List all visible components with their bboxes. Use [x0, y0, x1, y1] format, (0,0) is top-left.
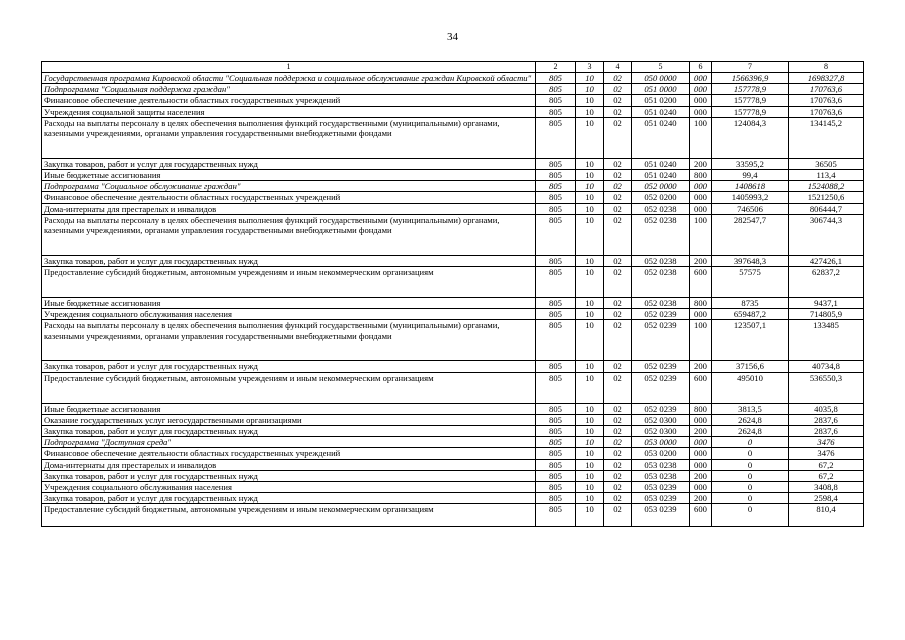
section-cell: 10	[576, 482, 604, 493]
table-row	[42, 192, 864, 203]
gov-code-cell: 805	[536, 482, 576, 493]
target-article-cell: 052 0239	[632, 361, 690, 372]
subsection-cell: 02	[604, 320, 632, 361]
gov-code-cell: 805	[536, 470, 576, 481]
table-row	[42, 203, 864, 214]
row-name-cell: Иные бюджетные ассигнования	[42, 298, 536, 309]
subsection-cell: 02	[604, 203, 632, 214]
expense-type-cell: 000	[690, 84, 712, 95]
amount-year1-cell: 123507,1	[712, 320, 789, 361]
section-cell: 10	[576, 267, 604, 298]
header-cell: 4	[604, 62, 632, 73]
table-row	[42, 214, 864, 255]
row-name-cell: Дома-интернаты для престарелых и инвалидов	[42, 459, 536, 470]
row-name-cell: Расходы на выплаты персоналу в целях обеспечения выполнения функций государственными (муниципальными) органами, казенными учреждениями, органами управления государственными внебюджетными фондами	[42, 117, 536, 158]
table-row	[42, 73, 864, 84]
subsection-cell: 02	[604, 170, 632, 181]
subsection-cell: 02	[604, 482, 632, 493]
target-article-cell: 052 0238	[632, 203, 690, 214]
table-row	[42, 170, 864, 181]
table-row	[42, 372, 864, 403]
table-row	[42, 470, 864, 481]
table-row	[42, 437, 864, 448]
amount-year1-cell: 0	[712, 448, 789, 459]
subsection-cell: 02	[604, 192, 632, 203]
amount-year2-cell: 62837,2	[789, 267, 864, 298]
subsection-cell: 02	[604, 470, 632, 481]
expense-type-cell: 000	[690, 459, 712, 470]
page-number: 34	[447, 31, 458, 43]
expense-type-cell: 000	[690, 448, 712, 459]
amount-year2-cell: 113,4	[789, 170, 864, 181]
section-cell: 10	[576, 192, 604, 203]
row-name-cell: Оказание государственных услуг негосударственными организациями	[42, 414, 536, 425]
gov-code-cell: 805	[536, 361, 576, 372]
table-row	[42, 482, 864, 493]
header-cell: 5	[632, 62, 690, 73]
gov-code-cell: 805	[536, 267, 576, 298]
expense-type-cell: 200	[690, 361, 712, 372]
gov-code-cell: 805	[536, 414, 576, 425]
amount-year1-cell: 746506	[712, 203, 789, 214]
target-article-cell: 053 0238	[632, 459, 690, 470]
amount-year1-cell: 37156,6	[712, 361, 789, 372]
gov-code-cell: 805	[536, 95, 576, 106]
amount-year1-cell: 0	[712, 493, 789, 504]
amount-year1-cell: 495010	[712, 372, 789, 403]
amount-year2-cell: 3408,8	[789, 482, 864, 493]
row-name-cell: Дома-интернаты для престарелых и инвалидов	[42, 203, 536, 214]
amount-year1-cell: 0	[712, 504, 789, 527]
section-cell: 10	[576, 181, 604, 192]
gov-code-cell: 805	[536, 298, 576, 309]
expense-type-cell: 100	[690, 117, 712, 158]
target-article-cell: 052 0200	[632, 192, 690, 203]
section-cell: 10	[576, 203, 604, 214]
expense-type-cell: 200	[690, 255, 712, 266]
target-article-cell: 052 0239	[632, 372, 690, 403]
header-cell: 2	[536, 62, 576, 73]
target-article-cell: 051 0240	[632, 170, 690, 181]
header-cell: 8	[789, 62, 864, 73]
amount-year2-cell: 536550,3	[789, 372, 864, 403]
amount-year2-cell: 714805,9	[789, 309, 864, 320]
amount-year2-cell: 427426,1	[789, 255, 864, 266]
row-name-cell: Закупка товаров, работ и услуг для государственных нужд	[42, 361, 536, 372]
amount-year2-cell: 133485	[789, 320, 864, 361]
subsection-cell: 02	[604, 106, 632, 117]
row-name-cell: Финансовое обеспечение деятельности областных государственных учреждений	[42, 448, 536, 459]
gov-code-cell: 805	[536, 309, 576, 320]
target-article-cell: 052 0239	[632, 309, 690, 320]
table-row	[42, 181, 864, 192]
table-body	[42, 73, 864, 527]
subsection-cell: 02	[604, 117, 632, 158]
row-name-cell: Финансовое обеспечение деятельности областных государственных учреждений	[42, 192, 536, 203]
subsection-cell: 02	[604, 426, 632, 437]
target-article-cell: 052 0239	[632, 403, 690, 414]
target-article-cell: 052 0238	[632, 298, 690, 309]
section-cell: 10	[576, 470, 604, 481]
expense-type-cell: 600	[690, 504, 712, 527]
target-article-cell: 053 0239	[632, 504, 690, 527]
target-article-cell: 052 0300	[632, 414, 690, 425]
section-cell: 10	[576, 95, 604, 106]
amount-year2-cell: 3476	[789, 448, 864, 459]
section-cell: 10	[576, 414, 604, 425]
row-name-cell: Закупка товаров, работ и услуг для государственных нужд	[42, 255, 536, 266]
row-name-cell: Иные бюджетные ассигнования	[42, 403, 536, 414]
gov-code-cell: 805	[536, 158, 576, 169]
section-cell: 10	[576, 309, 604, 320]
row-name-cell: Расходы на выплаты персоналу в целях обеспечения выполнения функций государственными (муниципальными) органами, казенными учреждениями, органами управления государственными внебюджетными фондами	[42, 214, 536, 255]
gov-code-cell: 805	[536, 448, 576, 459]
table-row	[42, 414, 864, 425]
section-cell: 10	[576, 459, 604, 470]
section-cell: 10	[576, 448, 604, 459]
gov-code-cell: 805	[536, 255, 576, 266]
target-article-cell: 053 0000	[632, 437, 690, 448]
target-article-cell: 052 0238	[632, 267, 690, 298]
amount-year1-cell: 1408618	[712, 181, 789, 192]
row-name-cell: Закупка товаров, работ и услуг для государственных нужд	[42, 158, 536, 169]
row-name-cell: Предоставление субсидий бюджетным, автономным учреждениям и иным некоммерческим организациям	[42, 267, 536, 298]
expense-type-cell: 000	[690, 203, 712, 214]
amount-year2-cell: 2837,6	[789, 426, 864, 437]
amount-year1-cell: 57575	[712, 267, 789, 298]
amount-year2-cell: 2598,4	[789, 493, 864, 504]
amount-year2-cell: 810,4	[789, 504, 864, 527]
target-article-cell: 052 0239	[632, 320, 690, 361]
gov-code-cell: 805	[536, 504, 576, 527]
target-article-cell: 052 0000	[632, 181, 690, 192]
subsection-cell: 02	[604, 372, 632, 403]
expense-type-cell: 000	[690, 106, 712, 117]
section-cell: 10	[576, 437, 604, 448]
gov-code-cell: 805	[536, 437, 576, 448]
subsection-cell: 02	[604, 267, 632, 298]
expense-type-cell: 000	[690, 192, 712, 203]
amount-year1-cell: 0	[712, 482, 789, 493]
gov-code-cell: 805	[536, 73, 576, 84]
gov-code-cell: 805	[536, 170, 576, 181]
section-cell: 10	[576, 170, 604, 181]
row-name-cell: Иные бюджетные ассигнования	[42, 170, 536, 181]
gov-code-cell: 805	[536, 372, 576, 403]
row-name-cell: Закупка товаров, работ и услуг для государственных нужд	[42, 470, 536, 481]
gov-code-cell: 805	[536, 493, 576, 504]
amount-year2-cell: 806444,7	[789, 203, 864, 214]
table-row	[42, 448, 864, 459]
expense-type-cell: 000	[690, 181, 712, 192]
target-article-cell: 053 0239	[632, 493, 690, 504]
amount-year1-cell: 8735	[712, 298, 789, 309]
gov-code-cell: 805	[536, 117, 576, 158]
expense-type-cell: 200	[690, 158, 712, 169]
subsection-cell: 02	[604, 361, 632, 372]
section-cell: 10	[576, 320, 604, 361]
section-cell: 10	[576, 84, 604, 95]
amount-year2-cell: 67,2	[789, 459, 864, 470]
section-cell: 10	[576, 504, 604, 527]
table-row	[42, 255, 864, 266]
expense-type-cell: 600	[690, 372, 712, 403]
expense-type-cell: 000	[690, 414, 712, 425]
section-cell: 10	[576, 214, 604, 255]
section-cell: 10	[576, 255, 604, 266]
subsection-cell: 02	[604, 403, 632, 414]
target-article-cell: 053 0239	[632, 482, 690, 493]
amount-year1-cell: 282547,7	[712, 214, 789, 255]
row-name-cell: Предоставление субсидий бюджетным, автономным учреждениям и иным некоммерческим организациям	[42, 504, 536, 527]
expense-type-cell: 800	[690, 298, 712, 309]
target-article-cell: 051 0240	[632, 117, 690, 158]
row-name-cell: Финансовое обеспечение деятельности областных государственных учреждений	[42, 95, 536, 106]
table-row	[42, 426, 864, 437]
gov-code-cell: 805	[536, 459, 576, 470]
target-article-cell: 051 0200	[632, 95, 690, 106]
section-cell: 10	[576, 106, 604, 117]
amount-year2-cell: 40734,8	[789, 361, 864, 372]
subsection-cell: 02	[604, 309, 632, 320]
subsection-cell: 02	[604, 414, 632, 425]
table-row	[42, 298, 864, 309]
target-article-cell: 051 0240	[632, 158, 690, 169]
amount-year1-cell: 397648,3	[712, 255, 789, 266]
amount-year1-cell: 1566396,9	[712, 73, 789, 84]
gov-code-cell: 805	[536, 214, 576, 255]
target-article-cell: 051 0000	[632, 84, 690, 95]
target-article-cell: 050 0000	[632, 73, 690, 84]
row-name-cell: Учреждения социального обслуживания населения	[42, 482, 536, 493]
amount-year2-cell: 4035,8	[789, 403, 864, 414]
row-name-cell: Закупка товаров, работ и услуг для государственных нужд	[42, 493, 536, 504]
target-article-cell: 053 0200	[632, 448, 690, 459]
subsection-cell: 02	[604, 493, 632, 504]
expense-type-cell: 000	[690, 95, 712, 106]
row-name-cell: Подпрограмма "Социальное обслуживание граждан"	[42, 181, 536, 192]
expense-type-cell: 800	[690, 170, 712, 181]
gov-code-cell: 805	[536, 403, 576, 414]
section-cell: 10	[576, 372, 604, 403]
amount-year1-cell: 157778,9	[712, 106, 789, 117]
table-row	[42, 403, 864, 414]
row-name-cell: Учреждения социальной защиты населения	[42, 106, 536, 117]
expense-type-cell: 200	[690, 426, 712, 437]
amount-year1-cell: 1405993,2	[712, 192, 789, 203]
amount-year1-cell: 0	[712, 437, 789, 448]
amount-year2-cell: 67,2	[789, 470, 864, 481]
amount-year1-cell: 0	[712, 470, 789, 481]
table-row	[42, 117, 864, 158]
table-row	[42, 95, 864, 106]
table-header-row	[42, 62, 864, 73]
expense-type-cell: 100	[690, 320, 712, 361]
amount-year1-cell: 157778,9	[712, 84, 789, 95]
header-cell: 3	[576, 62, 604, 73]
header-cell: 7	[712, 62, 789, 73]
subsection-cell: 02	[604, 298, 632, 309]
amount-year2-cell: 3476	[789, 437, 864, 448]
header-cell: 1	[42, 62, 536, 73]
amount-year1-cell: 99,4	[712, 170, 789, 181]
expense-type-cell: 600	[690, 267, 712, 298]
row-name-cell: Предоставление субсидий бюджетным, автономным учреждениям и иным некоммерческим организациям	[42, 372, 536, 403]
subsection-cell: 02	[604, 73, 632, 84]
amount-year2-cell: 1698327,8	[789, 73, 864, 84]
section-cell: 10	[576, 493, 604, 504]
expense-type-cell: 200	[690, 493, 712, 504]
table-row	[42, 84, 864, 95]
amount-year1-cell: 659487,2	[712, 309, 789, 320]
expense-type-cell: 000	[690, 73, 712, 84]
section-cell: 10	[576, 426, 604, 437]
row-name-cell: Государственная программа Кировской области "Социальная поддержка и социальное обслуживание граждан Кировской области"	[42, 73, 536, 84]
amount-year2-cell: 36505	[789, 158, 864, 169]
gov-code-cell: 805	[536, 106, 576, 117]
section-cell: 10	[576, 117, 604, 158]
table-row	[42, 459, 864, 470]
section-cell: 10	[576, 298, 604, 309]
budget-table	[41, 61, 864, 527]
gov-code-cell: 805	[536, 181, 576, 192]
header-cell: 6	[690, 62, 712, 73]
subsection-cell: 02	[604, 437, 632, 448]
target-article-cell: 052 0238	[632, 255, 690, 266]
amount-year2-cell: 2837,6	[789, 414, 864, 425]
amount-year1-cell: 0	[712, 459, 789, 470]
gov-code-cell: 805	[536, 426, 576, 437]
table-row	[42, 267, 864, 298]
gov-code-cell: 805	[536, 192, 576, 203]
subsection-cell: 02	[604, 95, 632, 106]
row-name-cell: Подпрограмма "Социальная поддержка граждан"	[42, 84, 536, 95]
subsection-cell: 02	[604, 504, 632, 527]
expense-type-cell: 200	[690, 470, 712, 481]
subsection-cell: 02	[604, 181, 632, 192]
section-cell: 10	[576, 73, 604, 84]
amount-year2-cell: 170763,6	[789, 95, 864, 106]
amount-year1-cell: 2624,8	[712, 414, 789, 425]
expense-type-cell: 000	[690, 309, 712, 320]
target-article-cell: 051 0240	[632, 106, 690, 117]
amount-year2-cell: 9437,1	[789, 298, 864, 309]
subsection-cell: 02	[604, 84, 632, 95]
row-name-cell: Учреждения социального обслуживания населения	[42, 309, 536, 320]
amount-year2-cell: 170763,6	[789, 84, 864, 95]
expense-type-cell: 000	[690, 437, 712, 448]
subsection-cell: 02	[604, 158, 632, 169]
amount-year1-cell: 3813,5	[712, 403, 789, 414]
table-row	[42, 504, 864, 527]
subsection-cell: 02	[604, 255, 632, 266]
amount-year2-cell: 1524088,2	[789, 181, 864, 192]
section-cell: 10	[576, 158, 604, 169]
section-cell: 10	[576, 361, 604, 372]
target-article-cell: 052 0300	[632, 426, 690, 437]
table-row	[42, 320, 864, 361]
amount-year2-cell: 306744,3	[789, 214, 864, 255]
table-row	[42, 493, 864, 504]
gov-code-cell: 805	[536, 84, 576, 95]
amount-year1-cell: 157778,9	[712, 95, 789, 106]
row-name-cell: Подпрограмма "Доступная среда"	[42, 437, 536, 448]
amount-year2-cell: 170763,6	[789, 106, 864, 117]
target-article-cell: 052 0238	[632, 214, 690, 255]
section-cell: 10	[576, 403, 604, 414]
amount-year2-cell: 1521250,6	[789, 192, 864, 203]
amount-year1-cell: 2624,8	[712, 426, 789, 437]
row-name-cell: Закупка товаров, работ и услуг для государственных нужд	[42, 426, 536, 437]
target-article-cell: 053 0238	[632, 470, 690, 481]
subsection-cell: 02	[604, 214, 632, 255]
gov-code-cell: 805	[536, 203, 576, 214]
amount-year1-cell: 33595,2	[712, 158, 789, 169]
row-name-cell: Расходы на выплаты персоналу в целях обеспечения выполнения функций государственными (муниципальными) органами, казенными учреждениями, органами управления государственными внебюджетными фондами	[42, 320, 536, 361]
table-row	[42, 309, 864, 320]
table-row	[42, 361, 864, 372]
amount-year1-cell: 124084,3	[712, 117, 789, 158]
subsection-cell: 02	[604, 459, 632, 470]
expense-type-cell: 100	[690, 214, 712, 255]
gov-code-cell: 805	[536, 320, 576, 361]
amount-year2-cell: 134145,2	[789, 117, 864, 158]
expense-type-cell: 800	[690, 403, 712, 414]
table-row	[42, 106, 864, 117]
table-row	[42, 158, 864, 169]
expense-type-cell: 000	[690, 482, 712, 493]
subsection-cell: 02	[604, 448, 632, 459]
